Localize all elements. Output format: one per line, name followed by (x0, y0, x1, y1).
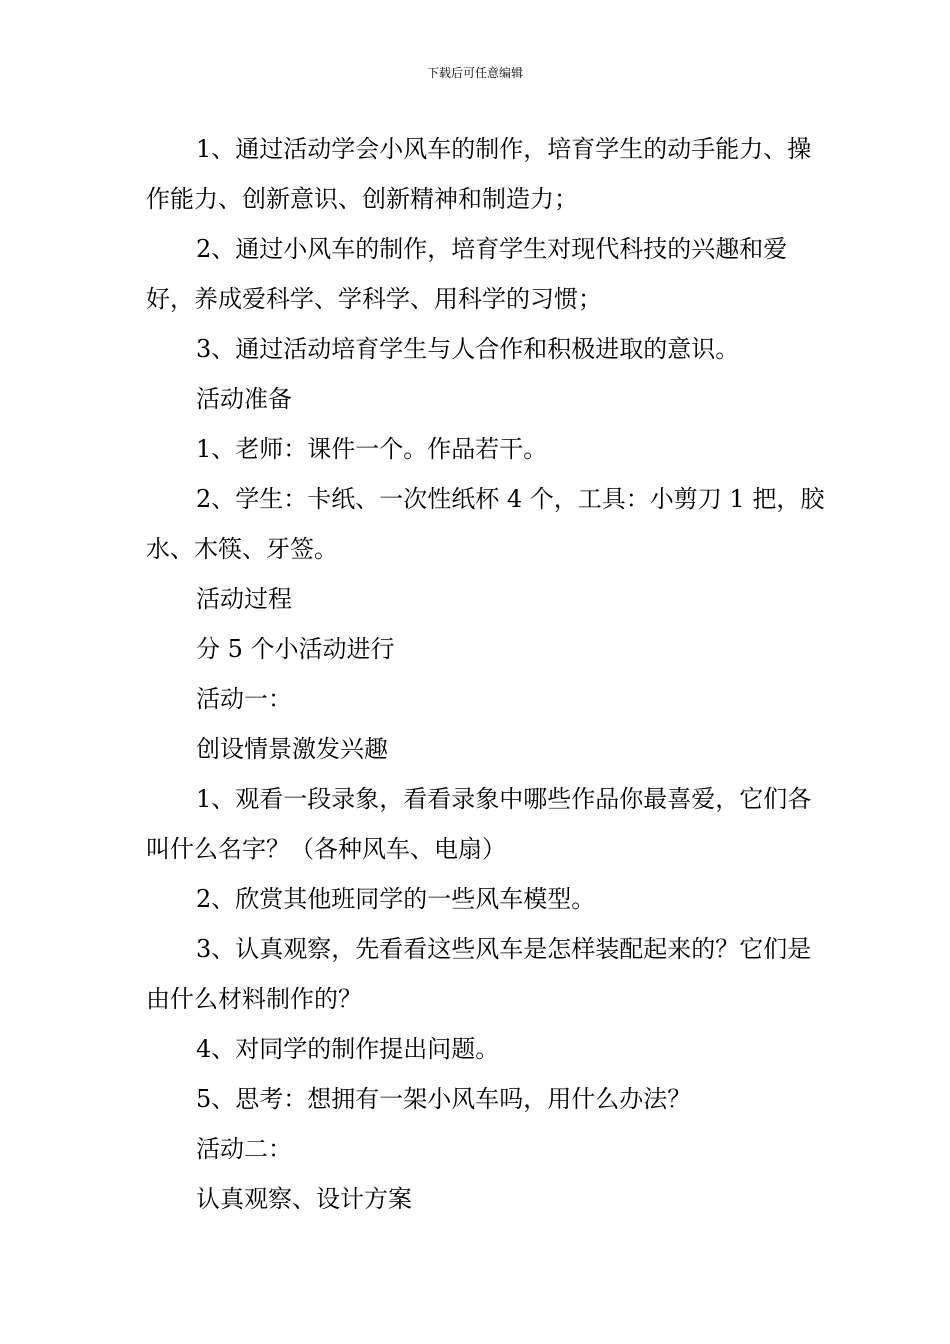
paragraph-goal-2: 2、通过小风车的制作，培育学生对现代科技的兴趣和爱好，养成爱科学、学科学、用科学的习惯； (146, 235, 788, 313)
section-heading-process: 活动过程 (196, 585, 292, 613)
activity-1-step-5: 5、思考：想拥有一架小风车吗，用什么办法？ (196, 1085, 692, 1113)
activity-2-title: 认真观察、设计方案 (196, 1185, 412, 1213)
section-heading-activity-2: 活动二： (196, 1135, 292, 1163)
activity-1-step-4: 4、对同学的制作提出问题。 (196, 1035, 500, 1063)
section-heading-activity-1: 活动一： (196, 685, 292, 713)
paragraph-process-overview: 分 5 个小活动进行 (196, 635, 395, 663)
activity-1-step-3: 3、认真观察，先看看这些风车是怎样装配起来的？它们是由什么材料制作的？ (146, 935, 812, 1013)
activity-1-step-2: 2、欣赏其他班同学的一些风车模型。 (196, 885, 596, 913)
paragraph-prep-teacher: 1、老师：课件一个。作品若干。 (196, 435, 548, 463)
paragraph-goal-3: 3、通过活动培育学生与人合作和积极进取的意识。 (196, 335, 740, 363)
section-heading-preparation: 活动准备 (196, 385, 292, 413)
activity-1-step-1: 1、观看一段录象，看看录象中哪些作品你最喜爱，它们各叫什么名字？（各种风车、电扇） (146, 785, 812, 863)
document-body (146, 124, 826, 1224)
paragraph-prep-student: 2、学生：卡纸、一次性纸杯 4 个，工具：小剪刀 1 把，胶水、木筷、牙签。 (146, 485, 825, 563)
page-header: 下载后可任意编辑 (426, 66, 523, 80)
paragraph-goal-1: 1、通过活动学会小风车的制作，培育学生的动手能力、操作能力、创新意识、创新精神和制造力； (146, 135, 812, 213)
activity-1-title: 创设情景激发兴趣 (196, 735, 388, 763)
